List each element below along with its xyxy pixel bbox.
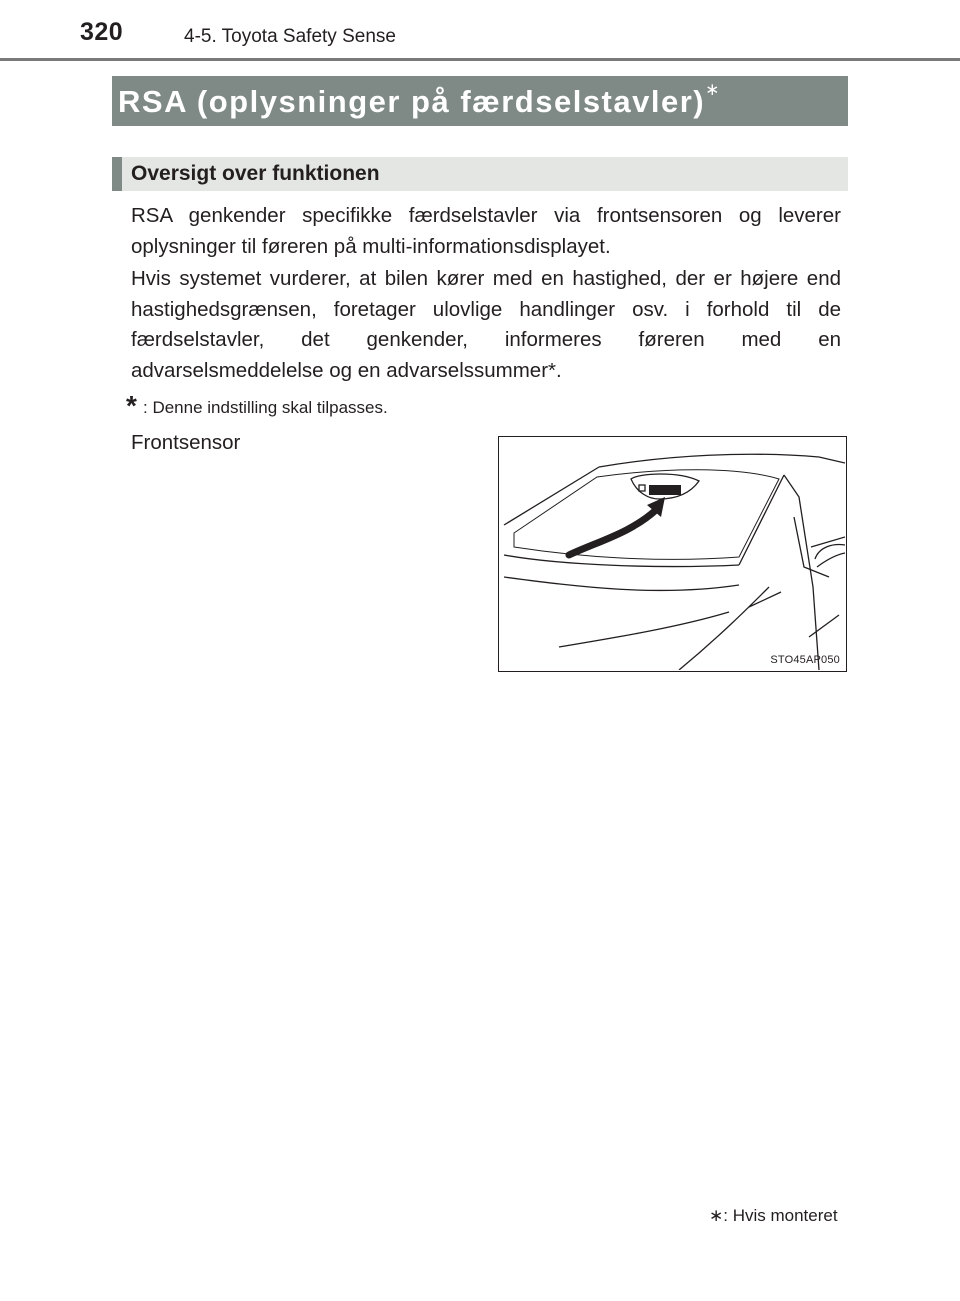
fitment-note: ∗: Hvis monteret [709, 1206, 838, 1225]
section-heading: Oversigt over funktionen [131, 162, 380, 185]
footnote-marker: * [126, 390, 137, 421]
figure-code: STO45AP050 [770, 654, 840, 666]
breadcrumb: 4-5. Toyota Safety Sense [184, 26, 396, 47]
roof-line [599, 454, 845, 467]
windshield-left-edge [504, 467, 599, 525]
front-camera-icon [649, 485, 681, 495]
warning-paragraph: Hvis systemet vurderer, at bilen kører med en hastighed, der er højere end hastighedsgrænsen, foretager ulovlige handlinger osv. i forhold til de færdselstavler, det genkender, informeres føreren med en advarselsmeddelelse og en advarselssummer*. [131, 267, 841, 382]
windshield-bottom [504, 555, 739, 567]
title-marker: ∗ [705, 79, 721, 99]
windshield-drawing [499, 437, 845, 670]
page-number: 320 [80, 18, 124, 46]
page-title [118, 79, 721, 120]
front-sensor-illustration [498, 436, 847, 672]
footnote-text: : Denne indstilling skal tilpasses. [143, 398, 388, 417]
page-title-text: RSA (oplysninger på færdselstavler) [118, 84, 706, 119]
header-divider [0, 58, 960, 61]
pointer-arrow [569, 509, 657, 555]
figure-caption: Frontsensor [131, 431, 241, 454]
windshield-right-edge [739, 475, 784, 565]
intro-paragraph: RSA genkender specifikke færdselstavler via frontsensoren og leverer oplysninger til føreren på multi-informationsdisplayet. [131, 204, 841, 258]
